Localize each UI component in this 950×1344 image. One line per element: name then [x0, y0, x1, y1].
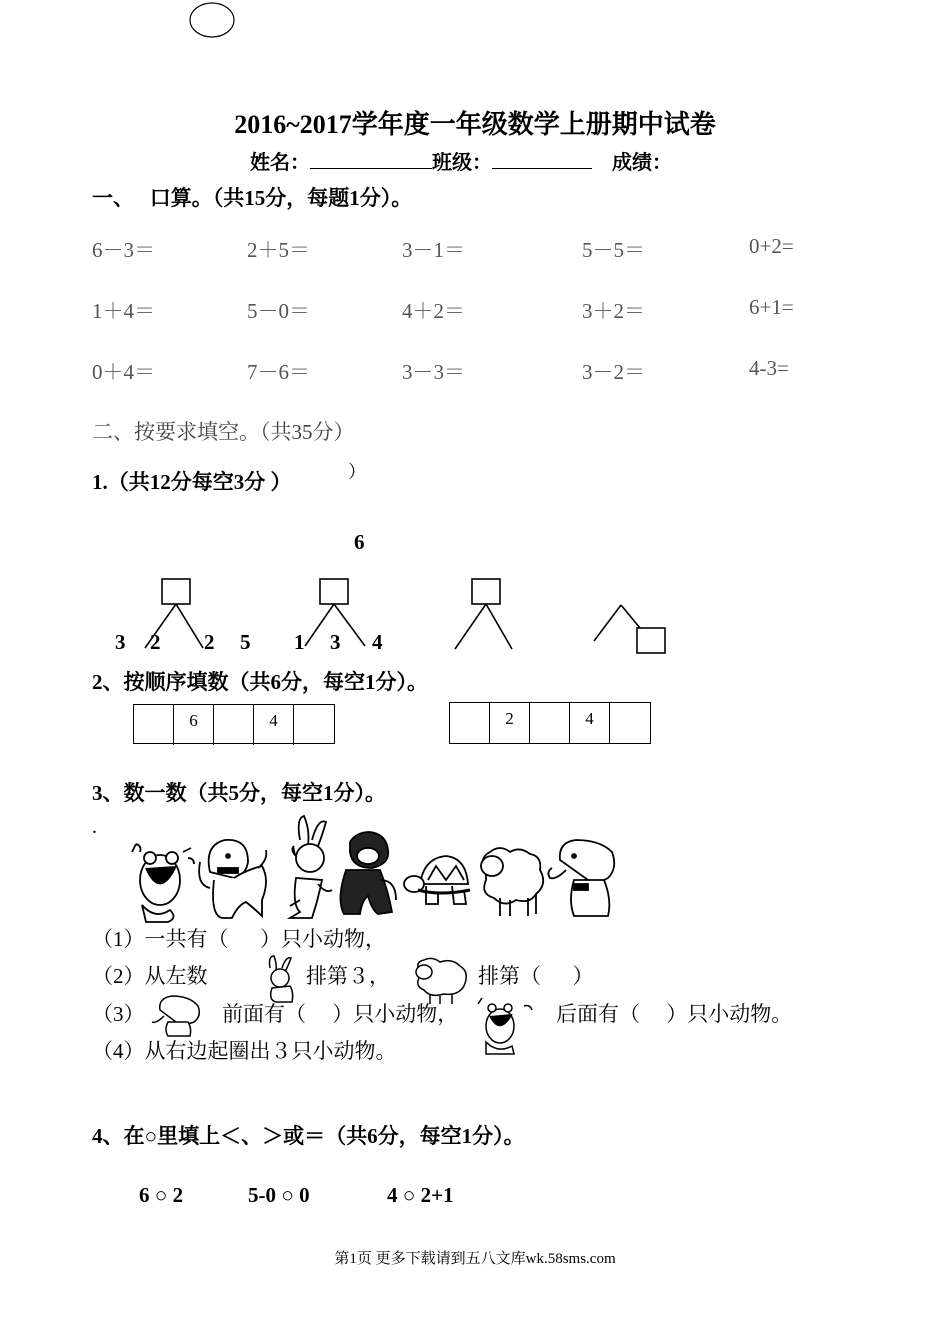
page-footer: 第1页 更多下载请到五八文库wk.58sms.com: [334, 1251, 616, 1267]
q1-heading: 1.（共12分每空3分 ）: [92, 470, 292, 494]
sequence-cell[interactable]: 4: [570, 703, 610, 743]
q3-line-2c: 排第（ ）: [478, 964, 594, 988]
page-title: 2016~2017学年度一年级数学上册期中试卷: [234, 110, 716, 139]
rabbit-small-icon: [270, 956, 293, 1002]
elephant-small-icon: [152, 996, 199, 1036]
calc-item: 5－5＝: [582, 238, 645, 262]
sequence-cell[interactable]: 4: [254, 705, 294, 745]
bond-number: 2: [150, 630, 161, 654]
bond-number: 5: [240, 630, 251, 654]
q4-heading: 4、在○里填上＜、＞或＝（共6分，每空1分）。: [92, 1124, 525, 1148]
calc-item: 0＋4＝: [92, 360, 155, 384]
compare-item: 4 ○ 2+1: [387, 1183, 454, 1207]
bond-number: 3: [115, 630, 126, 654]
score-label: 成绩：: [612, 152, 672, 174]
q3-line-1: （1）一共有（ ）只小动物，: [92, 927, 386, 951]
calc-item: 5－0＝: [247, 299, 310, 323]
calc-item: 3－1＝: [402, 238, 465, 262]
class-label: 班级：: [432, 152, 492, 174]
q3-line-2b: 排第３，: [306, 964, 390, 988]
calc-item: 2＋5＝: [247, 238, 310, 262]
sequence-cell[interactable]: 2: [490, 703, 530, 743]
stray-paren: ）: [348, 462, 366, 482]
stray-dot: .: [92, 816, 97, 838]
q3-line-2a: （2）从左数: [92, 964, 208, 988]
sequence-cell[interactable]: 6: [174, 705, 214, 745]
compare-item: 6 ○ 2: [139, 1183, 184, 1207]
name-label: 姓名：: [250, 152, 310, 174]
calc-item: 4-3=: [749, 356, 789, 380]
bond-number: 3: [330, 630, 341, 654]
q3-line-3a: （3）: [92, 1002, 145, 1026]
bond-number: 2: [204, 630, 215, 654]
calc-item: 4＋2＝: [402, 299, 465, 323]
calc-item: 7－6＝: [247, 360, 310, 384]
calc-item: 3－2＝: [582, 360, 645, 384]
compare-item: 5-0 ○ 0: [248, 1183, 310, 1207]
calc-item: 0+2=: [749, 234, 794, 258]
number-bond-top: 6: [354, 530, 365, 554]
calc-item: 1＋4＝: [92, 299, 155, 323]
bond-number: 4: [372, 630, 383, 654]
q2-heading: 2、按顺序填数（共6分，每空1分）。: [92, 670, 428, 694]
frog-small-icon: [478, 998, 532, 1054]
bond-number: 1: [294, 630, 305, 654]
q3-line-3b: 前面有（ ）只小动物，: [222, 1002, 459, 1026]
sheep-small-icon: [416, 958, 466, 1004]
q3-line-4: （4）从右边起圈出３只小动物。: [92, 1039, 397, 1063]
q3-heading: 3、数一数（共5分，每空1分）。: [92, 781, 386, 805]
calc-item: 3－3＝: [402, 360, 465, 384]
calc-item: 3＋2＝: [582, 299, 645, 323]
section2-heading: 二、按要求填空。（共35分）: [92, 420, 355, 444]
section1-heading: 一、 口算。（共15分，每题1分）。: [92, 186, 413, 210]
q3-line-3c: 后面有（ ）只小动物。: [556, 1002, 793, 1026]
calc-item: 6+1=: [749, 295, 794, 319]
calc-item: 6－3＝: [92, 238, 155, 262]
